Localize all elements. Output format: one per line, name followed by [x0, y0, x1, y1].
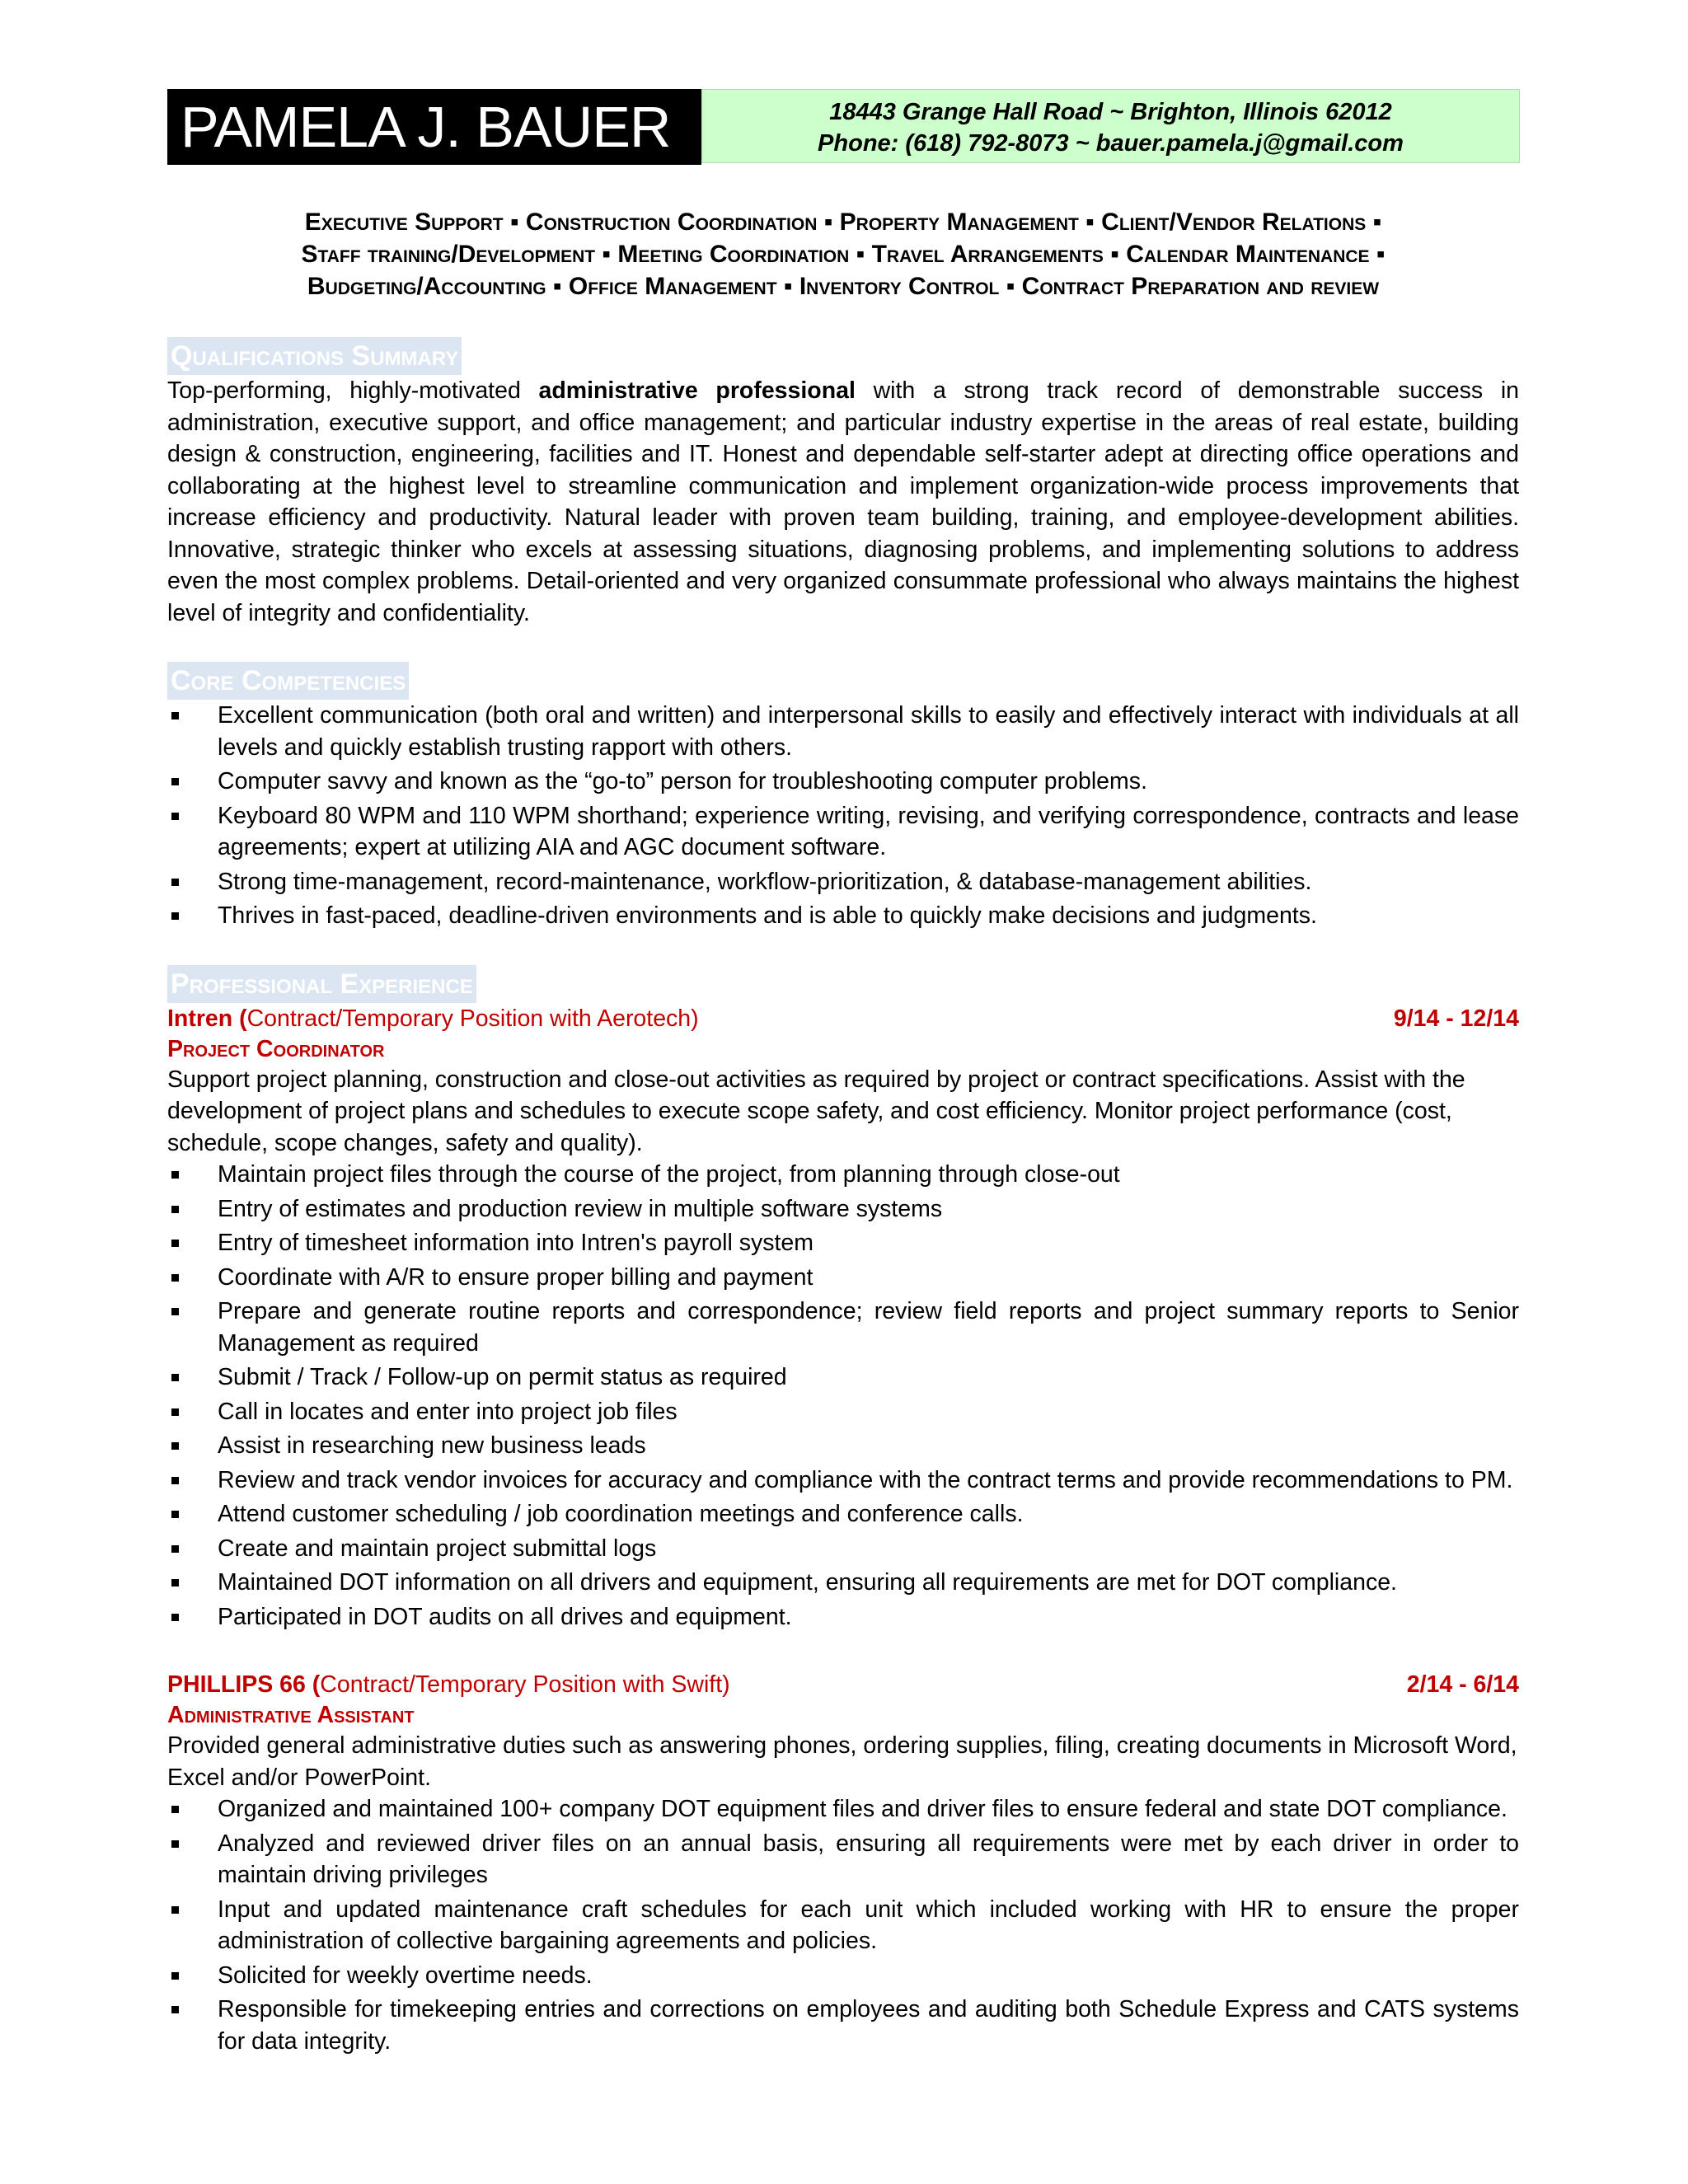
competencies-heading: Core Competencies	[167, 662, 409, 700]
list-item: Assist in researching new business leads	[167, 1430, 1519, 1462]
job-header	[167, 1669, 1519, 1700]
job-description: Provided general administrative duties such as answering phones, ordering supplies, filing, creating documents in Microsoft Word, Excel and/or PowerPoint.	[167, 1732, 1517, 1791]
skills-line: Staff training/Development ▪ Meeting Coordination ▪ Travel Arrangements ▪ Calendar Maintenance ▪	[301, 241, 1386, 268]
job-title: Project Coordinator	[167, 1035, 385, 1062]
competencies-list	[167, 700, 1519, 932]
list-item: Excellent communication (both oral and written) and interpersonal skills to easily and effectively interact with individuals at all levels and quickly establish trusting rapport with others.	[167, 700, 1519, 763]
qualifications-heading: Qualifications Summary	[167, 337, 462, 375]
list-item: Submit / Track / Follow-up on permit status as required	[167, 1361, 1519, 1394]
job-note: Contract/Temporary Position with Aerotech)	[246, 1005, 699, 1032]
job-employer	[167, 1003, 699, 1034]
list-item: Review and track vendor invoices for accuracy and compliance with the contract terms and provide recommendations to PM.	[167, 1465, 1519, 1497]
resume-page	[167, 89, 1519, 2060]
job-employer	[167, 1669, 730, 1700]
job-title: Administrative Assistant	[167, 1702, 415, 1728]
list-item: Attend customer scheduling / job coordination meetings and conference calls.	[167, 1498, 1519, 1530]
contact-info	[701, 89, 1520, 163]
candidate-name: PAMELA J. BAUER	[167, 89, 701, 165]
qualifications-text-part: Top-performing, highly-motivated	[167, 377, 539, 404]
contact-phone-email: Phone: (618) 792-8073 ~ bauer.pamela.j@gmail.com	[818, 130, 1404, 157]
list-item: Responsible for timekeeping entries and corrections on employees and auditing both Schedule Express and CATS systems for data integrity.	[167, 1994, 1519, 2057]
qualifications-text	[167, 375, 1519, 629]
list-item: Keyboard 80 WPM and 110 WPM shorthand; experience writing, revising, and verifying correspondence, contracts and lease agreements; expert at utilizing AIA and AGC document software.	[167, 800, 1519, 864]
resume-header	[167, 89, 1519, 165]
list-item: Maintained DOT information on all drivers and equipment, ensuring all requirements are met for DOT compliance.	[167, 1567, 1519, 1599]
job-note: Contract/Temporary Position with Swift)	[320, 1671, 730, 1698]
list-item: Maintain project files through the course of the project, from planning through close-out	[167, 1159, 1519, 1191]
list-item: Entry of estimates and production review in multiple software systems	[167, 1193, 1519, 1226]
skills-summary	[167, 206, 1519, 302]
skills-line: Budgeting/Accounting ▪ Office Management ▪ Inventory Control ▪ Contract Preparation and review	[307, 273, 1380, 300]
job-company: Intren (	[167, 1005, 247, 1032]
experience-heading: Professional Experience	[167, 965, 476, 1003]
list-item: Thrives in fast-paced, deadline-driven environments and is able to quickly make decisions and judgments.	[167, 900, 1519, 932]
list-item: Computer savvy and known as the “go-to” person for troubleshooting computer problems.	[167, 766, 1519, 798]
job-bullets	[167, 1793, 1519, 2057]
list-item: Participated in DOT audits on all drives and equipment.	[167, 1601, 1519, 1633]
list-item: Analyzed and reviewed driver files on an annual basis, ensuring all requirements were met by each driver in order to maintain driving privileges	[167, 1828, 1519, 1891]
job-description: Support project planning, construction and close-out activities as required by project or contract specifications. Assist with the development of project plans and schedules to execute scope safety, and cost efficiency. Monitor project performance (cost, schedule, scope changes, safety and quality).	[167, 1066, 1465, 1156]
list-item: Organized and maintained 100+ company DOT equipment files and driver files to ensure federal and state DOT compliance.	[167, 1793, 1519, 1825]
list-item: Strong time-management, record-maintenance, workflow-prioritization, & database-management abilities.	[167, 866, 1519, 898]
job-entry	[167, 1669, 1519, 2057]
qualifications-text-part: with a strong track record of demonstrable success in administration, executive support, and office management; and particular industry expertise in the areas of real estate, building design & construction, engineering, facilities and IT. Honest and dependable self-starter adept at directing office operations and collaborating at the highest level to streamline communication and implement organization-wide process improvements that increase efficiency and productivity. Natural leader with proven team building, training, and employee-development abilities. Innovative, strategic thinker who excels at assessing situations, diagnosing problems, and implementing solutions to address even the most complex problems. Detail-oriented and very organized consummate professional who always maintains the highest level of integrity and confidentiality.	[167, 377, 1519, 626]
skills-line: Executive Support ▪ Construction Coordination ▪ Property Management ▪ Client/Vendor Relations ▪	[304, 209, 1382, 236]
list-item: Create and maintain project submittal logs	[167, 1533, 1519, 1565]
list-item: Call in locates and enter into project job files	[167, 1396, 1519, 1428]
job-dates: 2/14 - 6/14	[1406, 1671, 1519, 1698]
qualifications-text-bold: administrative professional	[538, 377, 856, 404]
list-item: Coordinate with A/R to ensure proper billing and payment	[167, 1262, 1519, 1294]
job-header	[167, 1003, 1519, 1034]
job-bullets	[167, 1159, 1519, 1633]
contact-address: 18443 Grange Hall Road ~ Brighton, Illinois 62012	[829, 99, 1392, 125]
list-item: Prepare and generate routine reports and correspondence; review field reports and project summary reports to Senior Management as required	[167, 1296, 1519, 1359]
list-item: Entry of timesheet information into Intren's payroll system	[167, 1227, 1519, 1259]
list-item: Solicited for weekly overtime needs.	[167, 1960, 1519, 1992]
job-company: PHILLIPS 66 (	[167, 1671, 321, 1698]
list-item: Input and updated maintenance craft schedules for each unit which included working with HR to ensure the proper administration of collective bargaining agreements and policies.	[167, 1894, 1519, 1957]
job-entry	[167, 1003, 1519, 1633]
job-dates: 9/14 - 12/14	[1393, 1005, 1519, 1032]
